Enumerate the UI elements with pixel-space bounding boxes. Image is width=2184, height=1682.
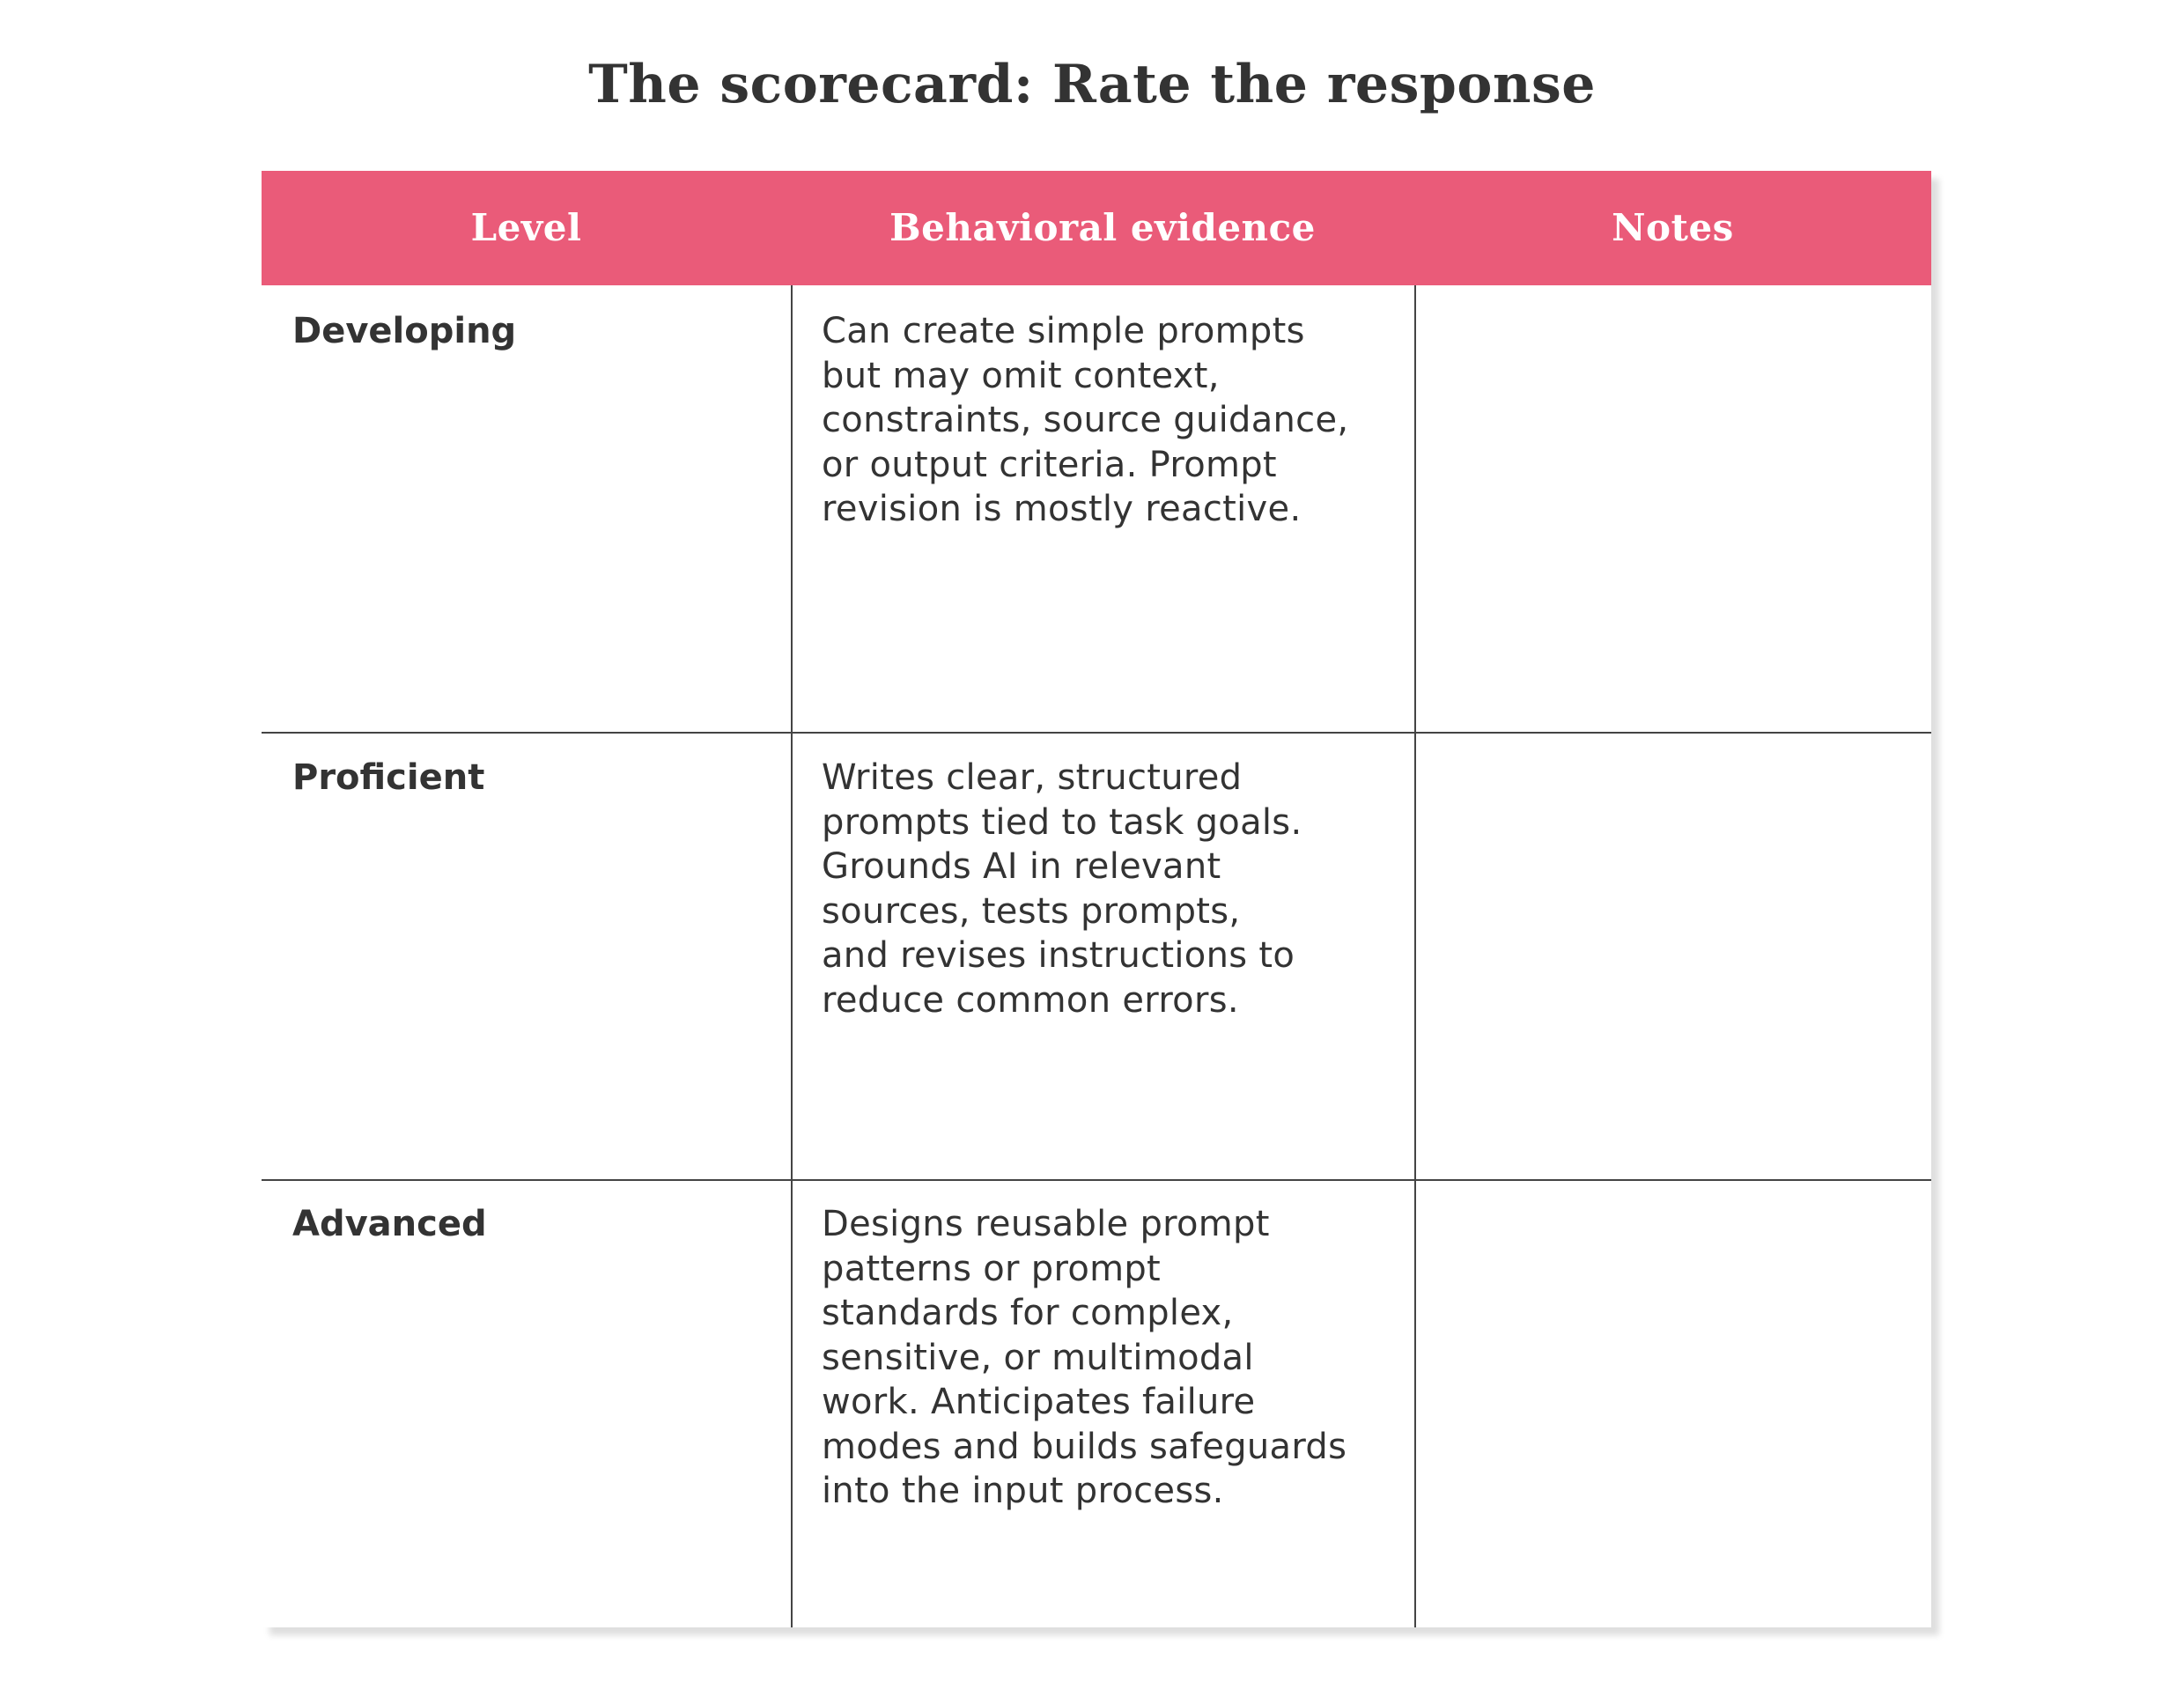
evidence-line: modes and builds safeguards [822, 1426, 1347, 1467]
column-divider [791, 285, 793, 1627]
evidence-line: but may omit context, [822, 355, 1220, 396]
header-level: Level [470, 206, 582, 249]
evidence-line: sensitive, or multimodal [822, 1337, 1254, 1378]
evidence-text [822, 756, 1412, 1022]
table-header [262, 171, 1931, 285]
evidence-line: standards for complex, [822, 1293, 1234, 1333]
scorecard-table [262, 171, 1931, 1627]
evidence-line: or output criteria. Prompt [822, 444, 1277, 485]
page-title: The scorecard: Rate the response [588, 54, 1596, 115]
header-notes: Notes [1612, 206, 1734, 249]
level-label: Developing [292, 311, 517, 351]
evidence-line: work. Anticipates failure [822, 1382, 1256, 1422]
evidence-line: Grounds AI in relevant [822, 846, 1221, 887]
evidence-line: Designs reusable prompt [822, 1204, 1270, 1244]
evidence-line: into the input process. [822, 1471, 1224, 1511]
evidence-line: constraints, source guidance, [822, 400, 1349, 440]
evidence-line: Can create simple prompts [822, 311, 1305, 351]
notes-cell [1416, 734, 1931, 1179]
evidence-text [822, 1202, 1412, 1514]
level-label: Advanced [292, 1204, 487, 1244]
evidence-line: reduce common errors. [822, 979, 1239, 1021]
evidence-line: Writes clear, structured [822, 757, 1243, 798]
evidence-line: revision is mostly reactive. [822, 489, 1302, 529]
notes-cell [1416, 287, 1931, 732]
notes-cell [1416, 1181, 1931, 1627]
evidence-line: sources, tests prompts, [822, 890, 1241, 932]
evidence-line: patterns or prompt [822, 1248, 1162, 1289]
header-behavioral-evidence: Behavioral evidence [889, 206, 1316, 249]
evidence-line: and revises instructions to [822, 935, 1295, 976]
evidence-text [822, 309, 1412, 532]
level-label: Proficient [292, 757, 485, 798]
evidence-line: prompts tied to task goals. [822, 801, 1302, 843]
